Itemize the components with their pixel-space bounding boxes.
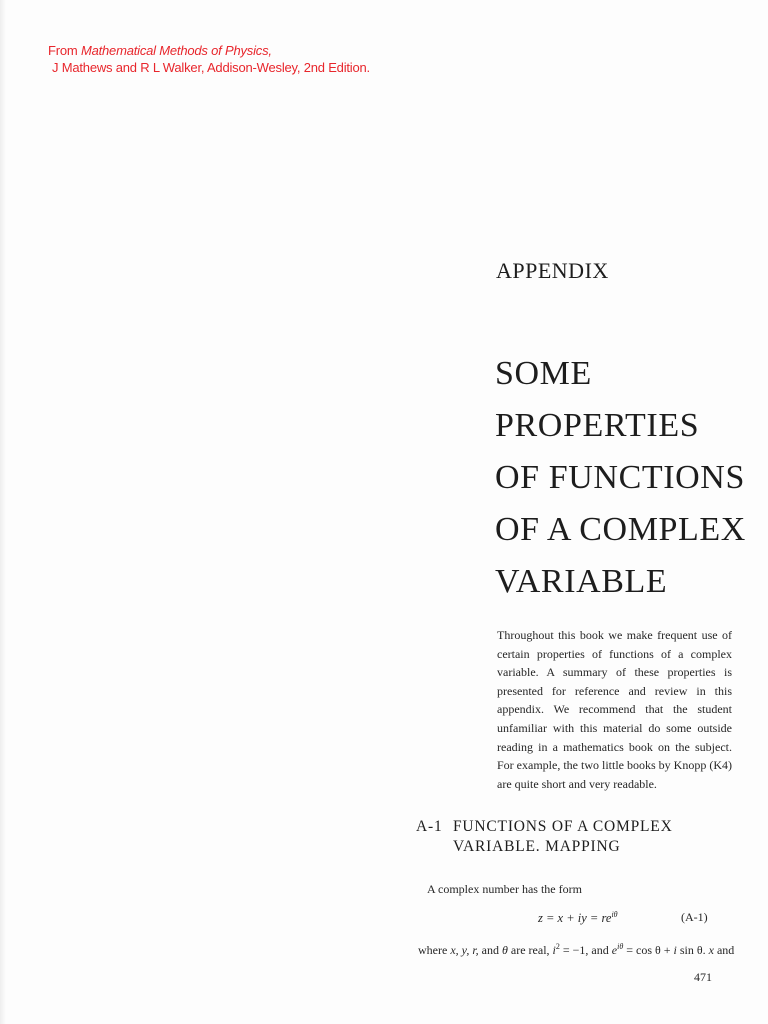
section-title-line-1: FUNCTIONS OF A COMPLEX <box>453 818 673 835</box>
equation-number: (A-1) <box>681 910 708 924</box>
text-fragment: = −1, and <box>559 943 612 957</box>
math-x: x <box>708 943 714 957</box>
body-text: A complex number has the form <box>427 882 582 896</box>
chapter-title <box>495 348 746 608</box>
chapter-title-line: OF FUNCTIONS <box>495 459 745 496</box>
math-theta: θ <box>502 943 508 957</box>
text-fragment: and <box>713 943 735 957</box>
chapter-title-line: PROPERTIES <box>495 407 700 444</box>
equation <box>538 910 618 926</box>
text-fragment: where <box>418 943 451 957</box>
equation-exponent: iθ <box>611 910 618 919</box>
text-fragment: sin θ. <box>676 943 709 957</box>
source-authors: J Mathews and R L Walker, Addison-Wesley, 2nd Edition. <box>52 60 370 75</box>
section-number: A-1 <box>416 818 443 835</box>
chapter-title-line: VARIABLE <box>495 563 668 600</box>
chapter-title-line: OF A COMPLEX <box>495 511 746 548</box>
equation-text: z = x + iy = re <box>538 911 612 926</box>
text-fragment: are real, <box>507 943 553 957</box>
math-exponent: iθ <box>617 942 624 951</box>
math-variables: x, y, r, <box>450 943 479 957</box>
intro-paragraph: Throughout this book we make frequent use of certain properties of functions of a complex variable. A summary of these properties is presented for reference and review in this appendix. We recommend that the student unfamiliar with this material do some outside reading in a mathematics book on the subject. For example, the two little books by Knopp (K4) are quite short and very readable. <box>497 628 732 791</box>
text-fragment: and <box>478 943 502 957</box>
chapter-title-line: SOME <box>495 355 592 392</box>
where-line <box>418 942 734 958</box>
math-i: i <box>552 943 556 957</box>
source-note-prefix: From <box>48 43 81 58</box>
source-note-line-1 <box>48 42 370 59</box>
section-title-line-2: VARIABLE. MAPPING <box>453 838 621 855</box>
math-square: 2 <box>555 942 560 951</box>
appendix-label: APPENDIX <box>496 258 609 283</box>
math-e: e <box>611 943 618 957</box>
source-book-title: Mathematical Methods of Physics, <box>80 43 272 58</box>
source-note <box>48 42 370 76</box>
math-i: i <box>673 943 677 957</box>
page-number: 471 <box>694 970 712 984</box>
text-fragment: = cos θ + <box>623 943 674 957</box>
scan-edge-shadow <box>0 0 6 1024</box>
section-heading <box>416 817 673 857</box>
